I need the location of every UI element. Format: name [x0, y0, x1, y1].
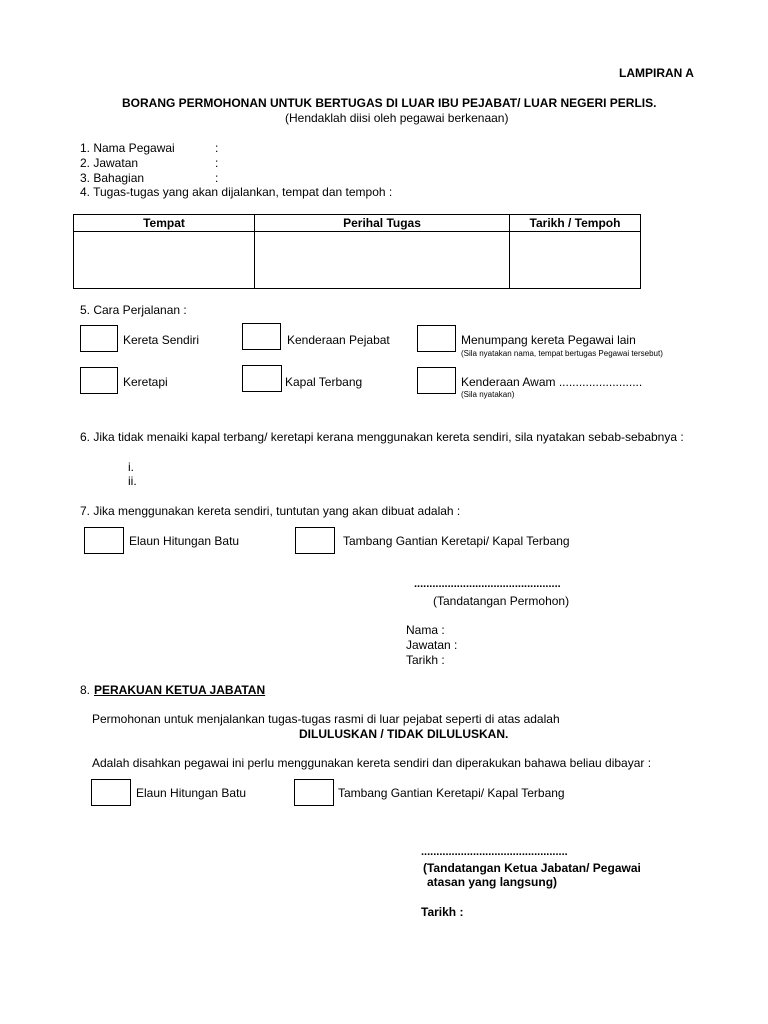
field-label-division: 3. Bahagian: [80, 171, 145, 185]
applicant-position-label: Jawatan :: [406, 638, 458, 652]
tasks-table: [73, 214, 641, 289]
signature-caption-applicant: (Tandatangan Permohon): [433, 594, 570, 608]
applicant-date-label: Tarikh :: [406, 653, 445, 667]
confirmation-statement: Adalah disahkan pegawai ini perlu menggunakan kereta sendiri dan diperakukan bahawa beliau dibayar :: [92, 756, 652, 770]
option-train: Keretapi: [123, 375, 168, 389]
option-ride-with-officer: Menumpang kereta Pegawai lain: [461, 333, 636, 347]
field-colon: :: [215, 141, 219, 155]
checkbox-train[interactable]: [80, 367, 118, 394]
option-fare-replacement: Tambang Gantian Keretapi/ Kapal Terbang: [343, 534, 570, 548]
option-head-mileage-allowance: Elaun Hitungan Batu: [136, 786, 247, 800]
checkbox-fare-replacement[interactable]: [295, 527, 335, 554]
signature-caption-head-2: atasan yang langsung): [427, 875, 558, 889]
signature-line-applicant: ................................................: [414, 578, 561, 590]
checkbox-own-car[interactable]: [80, 325, 118, 352]
option-own-car: Kereta Sendiri: [123, 333, 200, 347]
form-subtitle: (Hendaklah diisi oleh pegawai berkenaan): [285, 111, 509, 125]
note-public-transport: (Sila nyatakan): [461, 390, 515, 399]
option-office-vehicle: Kenderaan Pejabat: [287, 333, 390, 347]
form-title: BORANG PERMOHONAN UNTUK BERTUGAS DI LUAR IBU PEJABAT/ LUAR NEGERI PERLIS.: [122, 96, 657, 110]
question-7-label: 7. Jika menggunakan kereta sendiri, tuntutan yang akan dibuat adalah :: [80, 504, 461, 518]
checkbox-ride-with-officer[interactable]: [417, 325, 456, 352]
checkbox-office-vehicle[interactable]: [242, 323, 281, 350]
applicant-name-label: Nama :: [406, 623, 445, 637]
checkbox-head-fare-replacement[interactable]: [294, 779, 334, 806]
option-public-transport: Kenderaan Awam .........................: [461, 375, 643, 389]
signature-caption-head-1: (Tandatangan Ketua Jabatan/ Pegawai: [423, 861, 641, 875]
field-label-name: 1. Nama Pegawai: [80, 141, 175, 155]
signature-line-head: ................................................: [421, 846, 568, 858]
option-head-fare-replacement: Tambang Gantian Keretapi/ Kapal Terbang: [338, 786, 565, 800]
checkbox-airplane[interactable]: [242, 365, 282, 392]
checkbox-mileage-allowance[interactable]: [84, 527, 124, 554]
question-5-label: 5. Cara Perjalanan :: [80, 303, 187, 317]
field-colon: :: [215, 156, 219, 170]
approval-statement: Permohonan untuk menjalankan tugas-tugas rasmi di luar pejabat seperti di atas adalah: [92, 712, 560, 726]
approval-decision: DILULUSKAN / TIDAK DILULUSKAN.: [299, 727, 509, 741]
reason-item-2: ii.: [128, 474, 137, 488]
field-label-position: 2. Jawatan: [80, 156, 139, 170]
table-header-date: Tarikh / Tempoh: [510, 215, 641, 232]
table-header-task: Perihal Tugas: [255, 215, 510, 232]
appendix-label: LAMPIRAN A: [619, 66, 694, 80]
note-ride-with-officer: (Sila nyatakan nama, tempat bertugas Pegawai tersebut): [461, 349, 663, 358]
checkbox-public-transport[interactable]: [417, 367, 456, 394]
checkbox-head-mileage-allowance[interactable]: [91, 779, 131, 806]
section-8-number: 8.: [80, 683, 91, 697]
reason-item-1: i.: [128, 460, 134, 474]
table-cell-place[interactable]: [74, 232, 255, 289]
option-airplane: Kapal Terbang: [285, 375, 363, 389]
table-cell-task[interactable]: [255, 232, 510, 289]
option-mileage-allowance: Elaun Hitungan Batu: [129, 534, 240, 548]
table-cell-date[interactable]: [510, 232, 641, 289]
head-date-label: Tarikh :: [421, 905, 464, 919]
field-colon: :: [215, 171, 219, 185]
question-4-label: 4. Tugas-tugas yang akan dijalankan, tempat dan tempoh :: [80, 185, 393, 199]
table-header-place: Tempat: [74, 215, 255, 232]
question-6-label: 6. Jika tidak menaiki kapal terbang/ keretapi kerana menggunakan kereta sendiri, sila nyatakan sebab-sebabnya :: [80, 430, 684, 444]
section-8-title: PERAKUAN KETUA JABATAN: [94, 683, 266, 697]
